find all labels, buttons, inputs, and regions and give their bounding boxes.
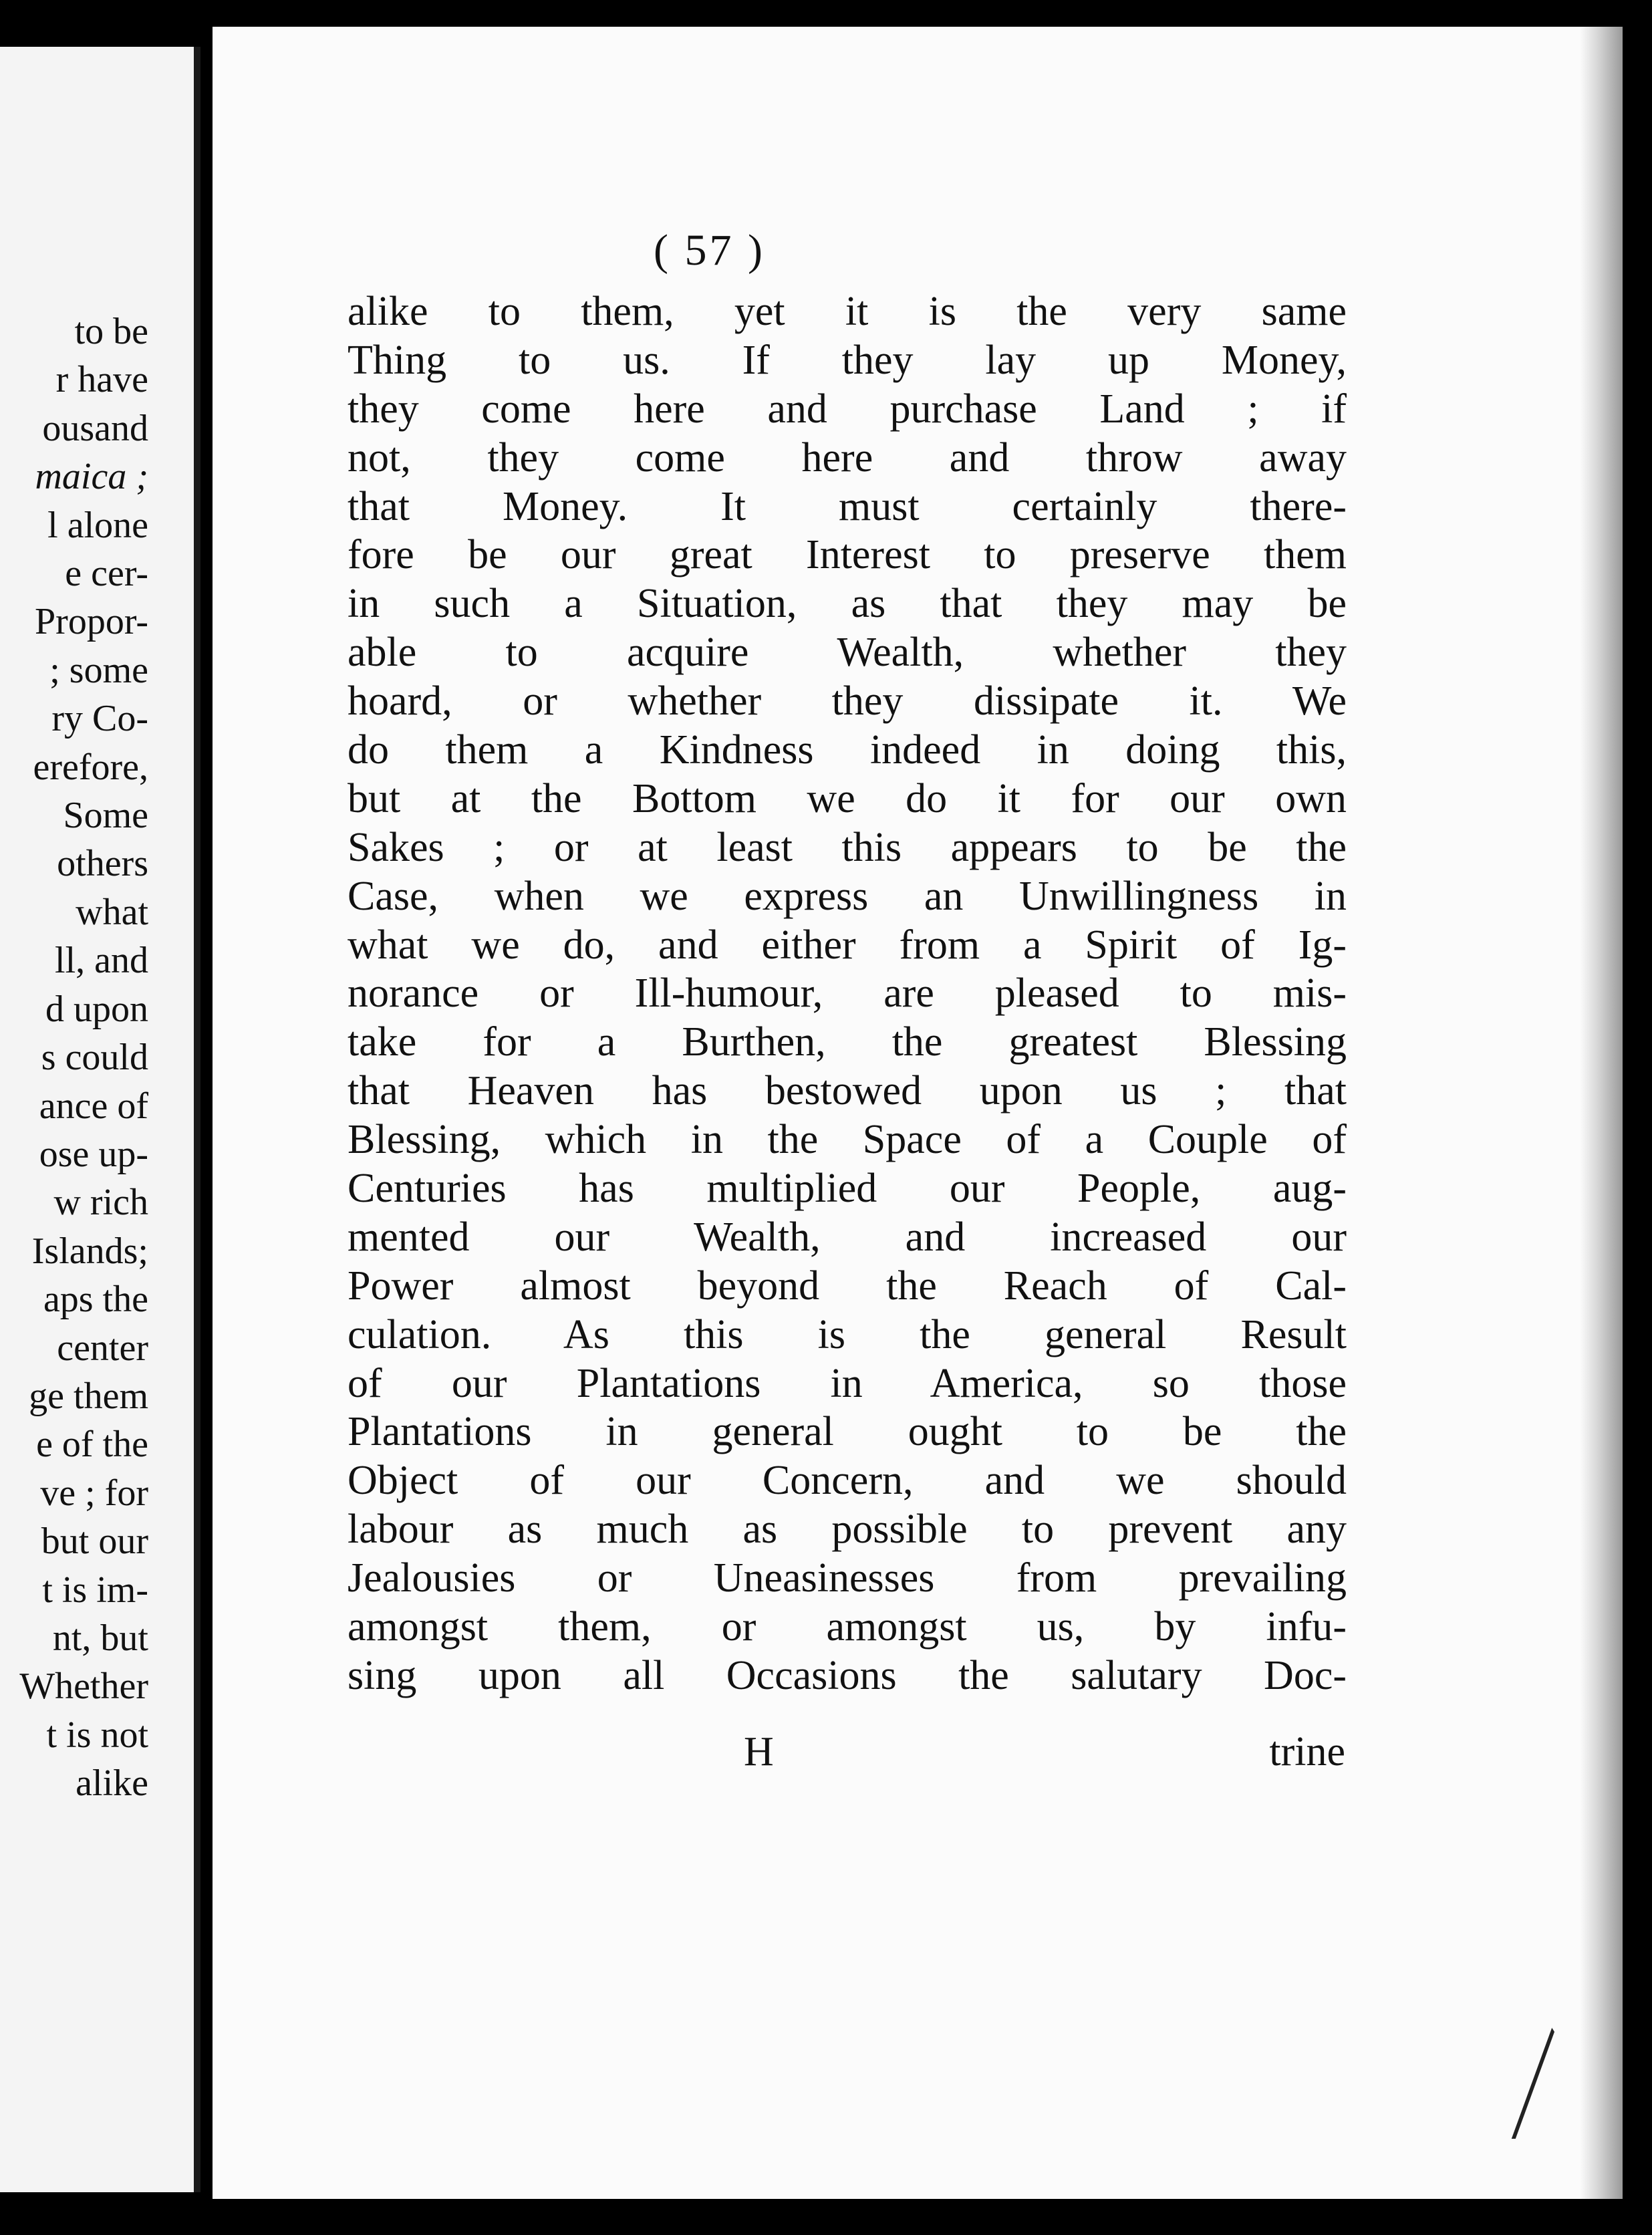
left-page-line: Some — [63, 795, 148, 837]
left-page-line: erefore, — [33, 746, 148, 788]
left-page-line: to be — [74, 311, 148, 352]
left-page-line: t is not — [46, 1714, 148, 1756]
text-line: Thing to us. If they lay up Money, — [348, 337, 1347, 383]
text-line: labour as much as possible to prevent any — [348, 1506, 1347, 1553]
left-page-line: Islands; — [31, 1230, 148, 1272]
left-page-line: maica ; — [35, 456, 148, 498]
text-line: not, they come here and throw away — [348, 434, 1347, 481]
left-page-line: alike — [76, 1762, 148, 1805]
page-number: ( 57 ) — [654, 226, 765, 275]
text-line: alike to them, yet it is the very same — [348, 289, 1347, 334]
text-line: amongst them, or amongst us, by infu- — [348, 1604, 1347, 1650]
left-page-line: ance of — [39, 1085, 148, 1127]
left-page-line: ge them — [29, 1375, 148, 1417]
left-page-line: Whether — [19, 1666, 148, 1708]
text-line: of our Plantations in America, so those — [348, 1360, 1347, 1406]
left-page-line: d upon — [45, 988, 148, 1030]
text-line: norance or Ill-humour, are pleased to mis- — [348, 970, 1347, 1017]
text-line: Object of our Concern, and we should — [348, 1458, 1347, 1504]
left-page-line: ll, and — [55, 940, 148, 982]
text-line: Sakes ; or at least this appears to be the — [348, 824, 1347, 870]
text-line: do them a Kindness indeed in doing this, — [348, 727, 1347, 773]
left-page-line: l alone — [47, 504, 148, 546]
left-page-line: t is im- — [42, 1569, 148, 1611]
left-page-line: Propor- — [35, 601, 148, 643]
text-line: mented our Wealth, and increased our — [348, 1214, 1347, 1260]
left-page-line: ve ; for — [40, 1472, 148, 1514]
text-line: in such a Situation, as that they may be — [348, 581, 1347, 627]
left-page-line: s could — [41, 1037, 148, 1079]
left-page-line: what — [76, 891, 148, 933]
left-page-line: nt, but — [52, 1617, 148, 1659]
text-line: Power almost beyond the Reach of Cal- — [348, 1263, 1347, 1309]
signature-mark: H — [744, 1729, 774, 1774]
page-edge-shadow — [1580, 27, 1623, 2199]
left-page-line: r have — [55, 359, 148, 401]
text-line: but at the Bottom we do it for our own — [348, 775, 1347, 821]
left-page-line: others — [57, 843, 148, 885]
left-page-line: e cer- — [65, 553, 148, 595]
left-page-line: center — [57, 1327, 148, 1369]
text-line: Centuries has multiplied our People, aug- — [348, 1166, 1347, 1212]
text-line: Jealousies or Uneasinesses from prevailing — [348, 1555, 1347, 1601]
text-line: hoard, or whether they dissipate it. We — [348, 678, 1347, 725]
left-page-line: aps the — [43, 1279, 148, 1321]
text-line: they come here and purchase Land ; if — [348, 386, 1347, 432]
left-facing-page — [0, 47, 200, 2192]
left-page-line: ry Co- — [51, 698, 148, 740]
text-line: what we do, and either from a Spirit of Ig- — [348, 922, 1347, 968]
left-page-line: but our — [41, 1521, 148, 1563]
text-line: take for a Burthen, the greatest Blessing — [348, 1019, 1347, 1065]
text-line: able to acquire Wealth, whether they — [348, 630, 1347, 676]
text-line: sing upon all Occasions the salutary Doc- — [348, 1652, 1347, 1698]
left-page-line: w rich — [53, 1182, 148, 1224]
text-line: that Money. It must certainly there- — [348, 483, 1347, 529]
left-page-line: ousand — [42, 407, 148, 449]
main-page — [213, 27, 1623, 2199]
catchword: trine — [1269, 1729, 1345, 1774]
text-line: Plantations in general ought to be the — [348, 1409, 1347, 1455]
left-page-line: e of the — [36, 1424, 148, 1466]
text-line: fore be our great Interest to preserve them — [348, 532, 1347, 578]
left-page-line: ; some — [49, 649, 148, 691]
left-page-line: ose up- — [39, 1133, 148, 1175]
text-line: Case, when we express an Unwillingness in — [348, 873, 1347, 919]
text-line: Blessing, which in the Space of a Couple of — [348, 1117, 1347, 1163]
text-line: culation. As this is the general Result — [348, 1311, 1347, 1357]
text-line: that Heaven has bestowed upon us ; that — [348, 1068, 1347, 1114]
body-text — [348, 287, 1347, 1700]
left-page-text — [19, 307, 148, 1808]
